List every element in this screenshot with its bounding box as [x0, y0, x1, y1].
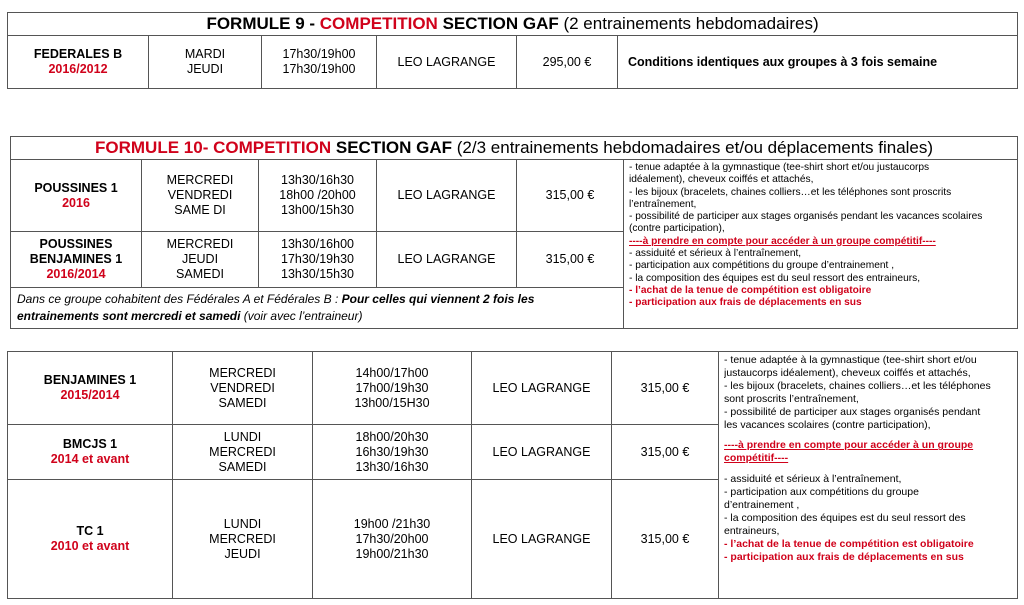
days-cell: MERCREDI VENDREDI SAMEDI [173, 352, 313, 425]
note-line: - participation aux frais de déplacements en sus [724, 550, 964, 563]
place-cell: LEO LAGRANGE [472, 480, 612, 599]
note-line: (contre participation), [629, 223, 725, 235]
note-line: - l’achat de la tenue de compétition est obligatoire [724, 537, 974, 550]
note-line: ----à prendre en compte pour accéder à un groupe compétitif---- [629, 235, 936, 247]
conditions-cell: Conditions identiques aux groupes à 3 fois semaine [618, 36, 1018, 89]
formule-10-table [10, 136, 1018, 329]
note-line: - assiduité et sérieux à l’entraînement, [629, 248, 802, 260]
formule-9-title: FORMULE 9 - COMPETITION SECTION GAF (2 entrainements hebdomadaires) [8, 13, 1018, 36]
cohabitation-note: Dans ce groupe cohabitent des Fédérales A et Fédérales B : Pour celles qui viennent 2 fois les entrainements sont mercredi et samedi (voir avec l’entraineur) [11, 288, 624, 329]
note-line: sont proscrits l’entraînement, [724, 392, 859, 405]
note-line: - les bijoux (bracelets, chaines colliers…et les téléphones [724, 379, 991, 392]
days-cell: LUNDI MERCREDI SAMEDI [173, 425, 313, 480]
hours-cell: 17h30/19h00 17h30/19h00 [262, 36, 377, 89]
days-cell: MARDI JEUDI [149, 36, 262, 89]
days-cell: MERCREDI VENDREDI SAME DI [142, 160, 259, 232]
note-line: - participation aux compétitions du groupe d’entrainement , [629, 260, 895, 272]
hours-cell: 13h30/16h00 17h30/19h30 13h30/15h30 [259, 232, 377, 288]
note-line: - possibilité de participer aux stages organisés pendant les vacances scolaires [629, 211, 983, 223]
place-cell: LEO LAGRANGE [377, 232, 517, 288]
note-line: d’entrainement , [724, 499, 800, 512]
price-cell: 315,00 € [517, 232, 624, 288]
rules-notes [624, 160, 1018, 329]
note-line: - tenue adaptée à la gymnastique (tee-shirt short et/ou justaucorps [629, 162, 930, 173]
price-cell: 315,00 € [612, 425, 719, 480]
note-line: compétitif---- [724, 452, 789, 465]
price-cell: 295,00 € [517, 36, 618, 89]
note-line: - possibilité de participer aux stages organisés pendant [724, 405, 981, 418]
place-cell: LEO LAGRANGE [472, 352, 612, 425]
hours-cell: 13h30/16h30 18h00 /20h00 13h00/15h30 [259, 160, 377, 232]
note-line: - la composition des équipes est du seul ressort des entraineurs, [629, 272, 921, 284]
group-cell: POUSSINES BENJAMINES 1 2016/2014 [11, 232, 142, 288]
group-cell: TC 1 2010 et avant [8, 480, 173, 599]
rules-notes [719, 352, 1018, 599]
formule-10-title: FORMULE 10- COMPETITION SECTION GAF (2/3 entrainements hebdomadaires et/ou déplacements finales) [11, 137, 1018, 160]
group-cell: BMCJS 1 2014 et avant [8, 425, 173, 480]
place-cell: LEO LAGRANGE [377, 36, 517, 89]
note-line: les vacances scolaires (contre participation), [724, 418, 931, 431]
note-spacer [724, 431, 1013, 439]
hours-cell: 18h00/20h30 16h30/19h30 13h30/16h30 [313, 425, 472, 480]
note-line: - participation aux frais de déplacements en sus [629, 297, 862, 309]
groups-table [7, 351, 1018, 599]
group-cell: BENJAMINES 1 2015/2014 [8, 352, 173, 425]
note-line: idéalement), cheveux coiffés et attachés, [629, 174, 814, 186]
note-line: - tenue adaptée à la gymnastique (tee-shirt short et/ou [724, 354, 977, 366]
group-cell: POUSSINES 1 2016 [11, 160, 142, 232]
note-line: - les bijoux (bracelets, chaines colliers…et les téléphones sont proscrits [629, 186, 952, 198]
note-line: entraineurs, [724, 524, 780, 537]
place-cell: LEO LAGRANGE [377, 160, 517, 232]
hours-cell: 14h00/17h00 17h00/19h30 13h00/15H30 [313, 352, 472, 425]
note-line: - la composition des équipes est du seul ressort des [724, 511, 966, 524]
price-cell: 315,00 € [612, 480, 719, 599]
days-cell: LUNDI MERCREDI JEUDI [173, 480, 313, 599]
note-spacer [724, 465, 1013, 473]
days-cell: MERCREDI JEUDI SAMEDI [142, 232, 259, 288]
formule-9-table [7, 12, 1018, 89]
note-line: ----à prendre en compte pour accéder à un groupe [724, 439, 974, 452]
note-line: - l’achat de la tenue de compétition est obligatoire [629, 284, 872, 296]
note-line: justaucorps idéalement), cheveux coiffés et attachés, [724, 366, 971, 379]
note-line: l’entraînement, [629, 198, 697, 210]
price-cell: 315,00 € [612, 352, 719, 425]
note-line: - participation aux compétitions du groupe [724, 486, 919, 499]
hours-cell: 19h00 /21h30 17h30/20h00 19h00/21h30 [313, 480, 472, 599]
price-cell: 315,00 € [517, 160, 624, 232]
place-cell: LEO LAGRANGE [472, 425, 612, 480]
note-line: - assiduité et sérieux à l’entraînement, [724, 473, 902, 486]
group-cell: FEDERALES B 2016/2012 [8, 36, 149, 89]
